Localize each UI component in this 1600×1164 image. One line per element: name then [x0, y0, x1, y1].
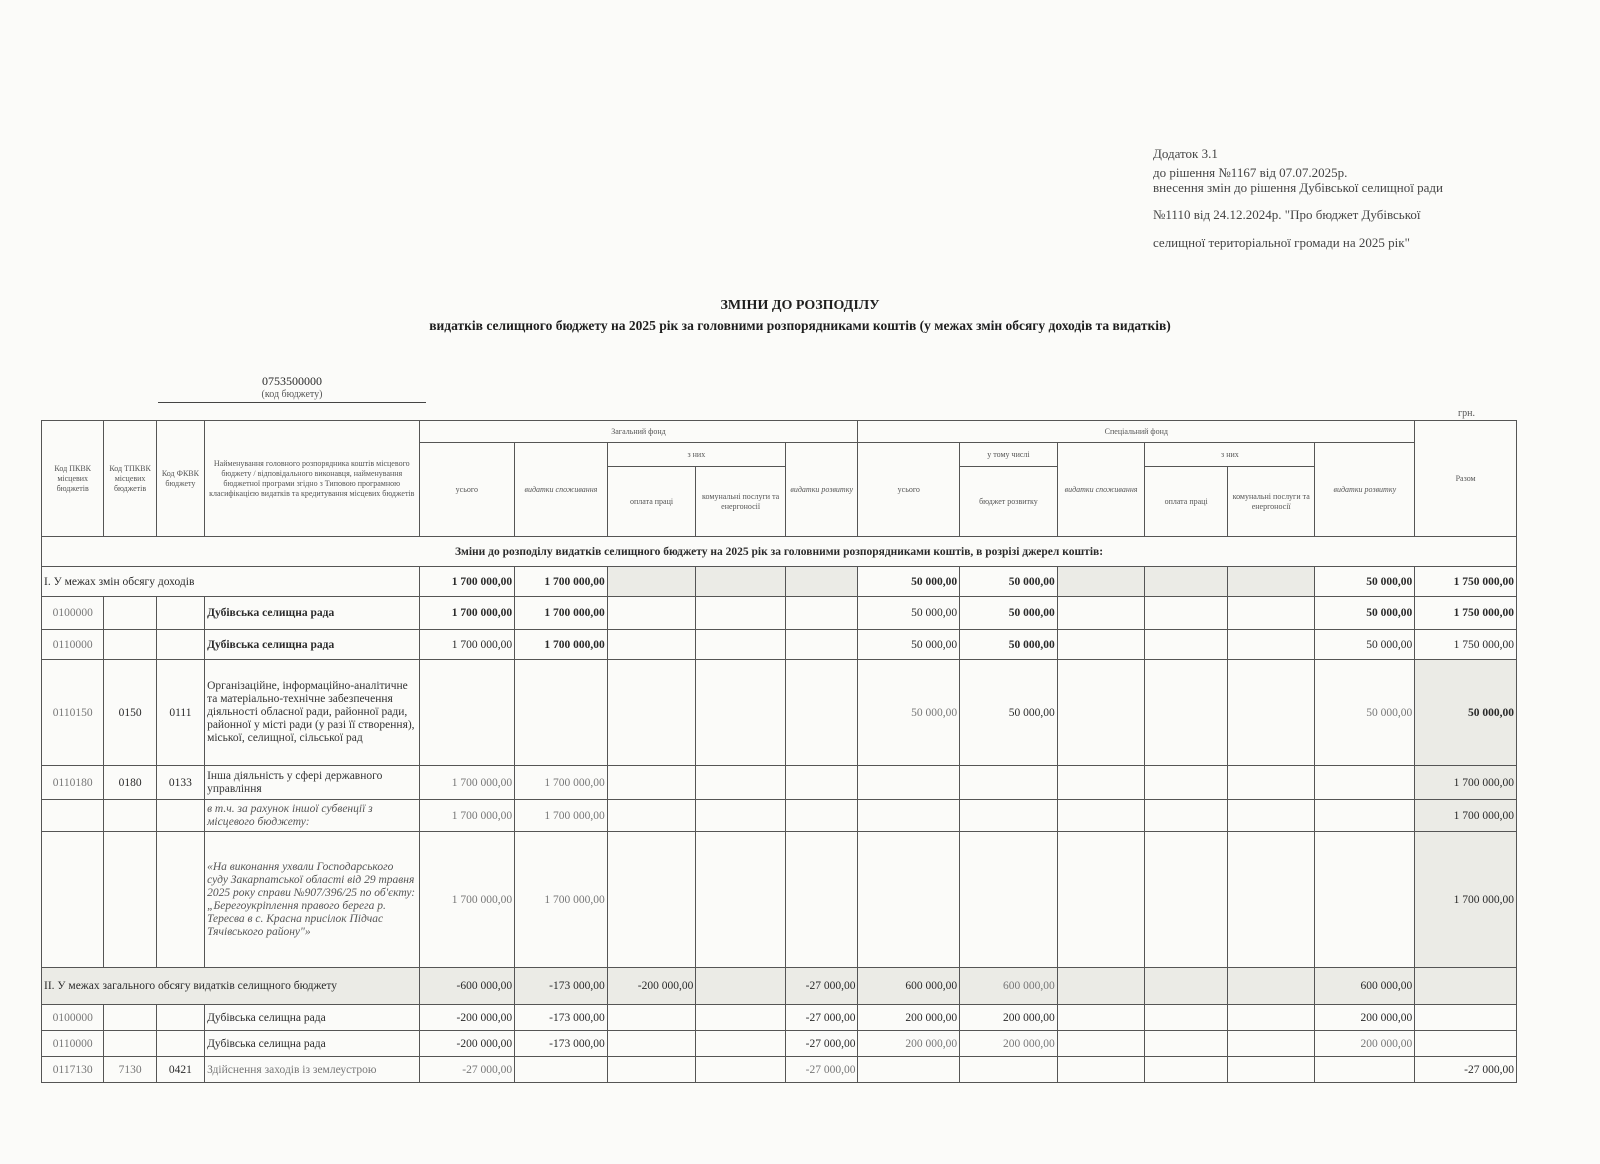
cell-gf-consumption: -173 000,00 — [515, 1031, 608, 1057]
cell-empty — [696, 800, 786, 832]
cell-empty — [785, 832, 858, 968]
cell-gf-consumption: 1 700 000,00 — [515, 567, 608, 597]
cell-empty — [156, 1031, 204, 1057]
cell-empty — [696, 567, 786, 597]
cell-gf-consumption: 1 700 000,00 — [515, 597, 608, 630]
cell-sf-dev-budget: 200 000,00 — [960, 1005, 1058, 1031]
header-name: Найменування головного розпорядника коштів місцевого бюджету / відповідального виконавця, найменування бюджетної програми згідно з Типовою програмною класифікацією видатків та кредитування місцевих бюджетів — [205, 421, 419, 537]
cell-tpkvk: 7130 — [104, 1057, 156, 1083]
table-row — [42, 660, 1517, 766]
table-row — [42, 1005, 1517, 1031]
budget-table — [41, 420, 1517, 1083]
cell-empty — [1145, 968, 1228, 1005]
table-row — [42, 567, 1517, 597]
cell-sf-total: 50 000,00 — [858, 567, 960, 597]
cell-empty — [607, 800, 696, 832]
cell-gf-total: -27 000,00 — [419, 1057, 515, 1083]
cell-empty — [1057, 630, 1145, 660]
cell-fkvk: 0421 — [156, 1057, 204, 1083]
cell-empty — [696, 968, 786, 1005]
budget-code-underline — [158, 402, 426, 403]
annex-line-5: селищної територіальної громади на 2025 рік" — [1153, 235, 1410, 250]
cell-empty — [1145, 1057, 1228, 1083]
cell-empty — [1315, 1057, 1415, 1083]
cell-empty — [960, 766, 1058, 800]
cell-fkvk: 0111 — [156, 660, 204, 766]
cell-empty — [1227, 1031, 1315, 1057]
header-sf-including: у тому числі — [960, 443, 1058, 467]
cell-sf-dev-budget: 50 000,00 — [960, 630, 1058, 660]
cell-empty — [104, 1005, 156, 1031]
cell-sf-dev-budget: 600 000,00 — [960, 968, 1058, 1005]
header-pkvk: Код ПКВК місцевих бюджетів — [42, 421, 104, 537]
cell-sf-development: 50 000,00 — [1315, 630, 1415, 660]
header-general-fund: Загальний фонд — [419, 421, 858, 443]
cell-gf-consumption: 1 700 000,00 — [515, 832, 608, 968]
cell-empty — [1227, 1005, 1315, 1031]
cell-sf-dev-budget: 200 000,00 — [960, 1031, 1058, 1057]
cell-sf-total: 50 000,00 — [858, 597, 960, 630]
cell-gf-consumption: -173 000,00 — [515, 968, 608, 1005]
cell-empty — [785, 630, 858, 660]
cell-empty — [607, 597, 696, 630]
cell-tpkvk: 0150 — [104, 660, 156, 766]
cell-gf-salary: -200 000,00 — [607, 968, 696, 1005]
cell-tpkvk: 0180 — [104, 766, 156, 800]
cell-empty — [1145, 1005, 1228, 1031]
cell-empty — [104, 1031, 156, 1057]
cell-empty — [1315, 800, 1415, 832]
cell-empty — [1315, 832, 1415, 968]
cell-empty — [1145, 800, 1228, 832]
table-row — [42, 800, 1517, 832]
cell-empty — [1145, 766, 1228, 800]
header-sf-development: видатки розвитку — [1315, 443, 1415, 537]
header-sf-total: усього — [858, 443, 960, 537]
cell-empty — [419, 660, 515, 766]
cell-empty — [1145, 1031, 1228, 1057]
cell-name: Здійснення заходів із землеустрою — [205, 1057, 419, 1083]
section-2-label: ІІ. У межах загального обсягу видатків селищного бюджету — [42, 968, 420, 1005]
cell-pkvk: 0110000 — [42, 1031, 104, 1057]
cell-gf-development: -27 000,00 — [785, 1031, 858, 1057]
cell-gf-total: 1 700 000,00 — [419, 800, 515, 832]
document-subtitle: видатків селищного бюджету на 2025 рік за головними розпорядниками коштів (у межах змін обсягу доходів та видатків) — [429, 318, 1171, 333]
cell-empty — [696, 630, 786, 660]
cell-pkvk: 0110150 — [42, 660, 104, 766]
table-row — [42, 766, 1517, 800]
cell-sf-dev-budget: 50 000,00 — [960, 660, 1058, 766]
cell-empty — [1145, 832, 1228, 968]
cell-empty — [1227, 832, 1315, 968]
cell-empty — [1057, 1057, 1145, 1083]
cell-empty — [960, 800, 1058, 832]
cell-empty — [1315, 766, 1415, 800]
cell-empty — [1227, 630, 1315, 660]
cell-empty — [607, 660, 696, 766]
budget-code-block — [158, 374, 426, 403]
cell-empty — [156, 800, 204, 832]
cell-empty — [607, 630, 696, 660]
cell-sum: 1 700 000,00 — [1415, 766, 1517, 800]
cell-sum: 1 700 000,00 — [1415, 800, 1517, 832]
cell-empty — [1057, 567, 1145, 597]
annex-line-1: Додаток 3.1 — [1153, 146, 1218, 161]
cell-empty — [785, 800, 858, 832]
cell-sf-dev-budget: 50 000,00 — [960, 597, 1058, 630]
header-gf-utilities: комунальні послуги та енергоносії — [696, 467, 786, 537]
cell-gf-total: 1 700 000,00 — [419, 567, 515, 597]
cell-empty — [607, 1057, 696, 1083]
header-tpkvk: Код ТПКВК місцевих бюджетів — [104, 421, 156, 537]
header-fkvk: Код ФКВК бюджету — [156, 421, 204, 537]
cell-sf-development: 50 000,00 — [1315, 660, 1415, 766]
cell-empty — [1145, 567, 1228, 597]
cell-empty — [1145, 630, 1228, 660]
cell-empty — [1057, 800, 1145, 832]
cell-empty — [1057, 1005, 1145, 1031]
cell-sum: 50 000,00 — [1415, 660, 1517, 766]
cell-empty — [1227, 567, 1315, 597]
cell-name: Організаційне, інформаційно-аналітичне та матеріально-технічне забезпечення діяльності обласної ради, районної ради, районної у місті ради (у разі її створення), міської, селищної, сільської рад — [205, 660, 419, 766]
cell-empty — [858, 832, 960, 968]
cell-sum: -27 000,00 — [1415, 1057, 1517, 1083]
cell-sf-total: 50 000,00 — [858, 630, 960, 660]
cell-sf-total: 600 000,00 — [858, 968, 960, 1005]
cell-empty — [960, 832, 1058, 968]
cell-gf-total: -600 000,00 — [419, 968, 515, 1005]
cell-name: Інша діяльність у сфері державного управління — [205, 766, 419, 800]
cell-gf-total: 1 700 000,00 — [419, 597, 515, 630]
header-gf-total: усього — [419, 443, 515, 537]
cell-pkvk: 0110180 — [42, 766, 104, 800]
cell-empty — [696, 766, 786, 800]
header-special-fund: Спеціальний фонд — [858, 421, 1415, 443]
cell-pkvk: 0117130 — [42, 1057, 104, 1083]
cell-empty — [1057, 832, 1145, 968]
header-sf-utilities: комунальні послуги та енергоносії — [1227, 467, 1315, 537]
header-gf-of-them: з них — [607, 443, 785, 467]
cell-empty — [42, 800, 104, 832]
cell-gf-consumption: 1 700 000,00 — [515, 800, 608, 832]
cell-empty — [1057, 968, 1145, 1005]
cell-empty — [515, 1057, 608, 1083]
cell-name: в т.ч. за рахунок іншої субвенції з місцевого бюджету: — [205, 800, 419, 832]
cell-gf-total: 1 700 000,00 — [419, 832, 515, 968]
cell-name: Дубівська селищна рада — [205, 630, 419, 660]
cell-empty — [607, 766, 696, 800]
annex-block — [1153, 146, 1443, 250]
cell-empty — [515, 660, 608, 766]
cell-gf-consumption: 1 700 000,00 — [515, 630, 608, 660]
cell-gf-consumption: -173 000,00 — [515, 1005, 608, 1031]
cell-empty — [858, 800, 960, 832]
table-row — [42, 968, 1517, 1005]
cell-empty — [785, 766, 858, 800]
annex-line-3: внесення змін до рішення Дубівської селищної ради — [1153, 180, 1443, 195]
cell-empty — [1415, 968, 1517, 1005]
cell-fkvk: 0133 — [156, 766, 204, 800]
cell-gf-total: 1 700 000,00 — [419, 630, 515, 660]
cell-gf-total: -200 000,00 — [419, 1005, 515, 1031]
annex-line-4: №1110 від 24.12.2024р. "Про бюджет Дубівської — [1153, 207, 1421, 222]
cell-empty — [156, 630, 204, 660]
cell-empty — [104, 597, 156, 630]
cell-gf-consumption: 1 700 000,00 — [515, 766, 608, 800]
cell-pkvk: 0100000 — [42, 1005, 104, 1031]
cell-name: Дубівська селищна рада — [205, 1031, 419, 1057]
cell-empty — [696, 1057, 786, 1083]
cell-empty — [42, 832, 104, 968]
section-caption-row — [42, 537, 1517, 567]
cell-sf-dev-budget: 50 000,00 — [960, 567, 1058, 597]
cell-empty — [104, 832, 156, 968]
table-row — [42, 1057, 1517, 1083]
header-sum: Разом — [1415, 421, 1517, 537]
annex-line-2: до рішення №1167 від 07.07.2025р. — [1153, 165, 1348, 180]
header-sf-salary: оплата праці — [1145, 467, 1228, 537]
table-row — [42, 630, 1517, 660]
cell-name: Дубівська селищна рада — [205, 597, 419, 630]
header-gf-development: видатки розвитку — [785, 443, 858, 537]
section-1-label: І. У межах змін обсягу доходів — [42, 567, 420, 597]
budget-code-caption: (код бюджету) — [261, 389, 323, 400]
cell-empty — [1057, 597, 1145, 630]
cell-empty — [785, 567, 858, 597]
cell-empty — [696, 660, 786, 766]
cell-empty — [1227, 968, 1315, 1005]
cell-gf-total: 1 700 000,00 — [419, 766, 515, 800]
cell-empty — [785, 597, 858, 630]
budget-code: 0753500000 — [262, 374, 322, 388]
cell-empty — [696, 597, 786, 630]
cell-empty — [156, 597, 204, 630]
cell-sf-development: 50 000,00 — [1315, 567, 1415, 597]
cell-empty — [858, 766, 960, 800]
cell-empty — [1227, 597, 1315, 630]
cell-empty — [960, 1057, 1058, 1083]
header-sf-of-them: з них — [1145, 443, 1315, 467]
cell-empty — [607, 1005, 696, 1031]
cell-empty — [607, 832, 696, 968]
header-row-1 — [42, 421, 1517, 443]
cell-empty — [1145, 660, 1228, 766]
cell-sum: 1 750 000,00 — [1415, 597, 1517, 630]
cell-name: Дубівська селищна рада — [205, 1005, 419, 1031]
cell-empty — [858, 1057, 960, 1083]
cell-sf-development: 200 000,00 — [1315, 1031, 1415, 1057]
cell-sf-total: 200 000,00 — [858, 1005, 960, 1031]
cell-sum: 1 750 000,00 — [1415, 567, 1517, 597]
header-gf-salary: оплата праці — [607, 467, 696, 537]
cell-empty — [696, 1031, 786, 1057]
cell-sum: 1 700 000,00 — [1415, 832, 1517, 968]
cell-empty — [607, 1031, 696, 1057]
table-row — [42, 597, 1517, 630]
cell-empty — [104, 800, 156, 832]
cell-empty — [104, 630, 156, 660]
cell-empty — [607, 567, 696, 597]
currency-unit: грн. — [1458, 408, 1475, 419]
cell-empty — [1057, 766, 1145, 800]
cell-empty — [1227, 1057, 1315, 1083]
cell-empty — [1415, 1005, 1517, 1031]
cell-gf-development: -27 000,00 — [785, 1057, 858, 1083]
cell-sf-development: 50 000,00 — [1315, 597, 1415, 630]
table-row — [42, 832, 1517, 968]
cell-empty — [156, 1005, 204, 1031]
cell-empty — [1145, 597, 1228, 630]
cell-sf-total: 50 000,00 — [858, 660, 960, 766]
cell-empty — [785, 660, 858, 766]
cell-pkvk: 0110000 — [42, 630, 104, 660]
header-sf-dev-budget: бюджет розвитку — [960, 467, 1058, 537]
header-sf-consumption: видатки споживання — [1057, 443, 1145, 537]
header-gf-consumption: видатки споживання — [515, 443, 608, 537]
cell-gf-development: -27 000,00 — [785, 968, 858, 1005]
cell-empty — [696, 832, 786, 968]
section-caption: Зміни до розподілу видатків селищного бюджету на 2025 рік за головними розпорядниками коштів, в розрізі джерел коштів: — [42, 537, 1517, 567]
cell-pkvk: 0100000 — [42, 597, 104, 630]
document-title: ЗМІНИ ДО РОЗПОДІЛУ — [720, 298, 880, 313]
table-row — [42, 1031, 1517, 1057]
cell-empty — [156, 832, 204, 968]
cell-empty — [1057, 1031, 1145, 1057]
cell-gf-development: -27 000,00 — [785, 1005, 858, 1031]
cell-empty — [1227, 660, 1315, 766]
cell-sf-total: 200 000,00 — [858, 1031, 960, 1057]
cell-empty — [1057, 660, 1145, 766]
cell-gf-total: -200 000,00 — [419, 1031, 515, 1057]
cell-empty — [1227, 766, 1315, 800]
cell-sum: 1 750 000,00 — [1415, 630, 1517, 660]
cell-empty — [696, 1005, 786, 1031]
cell-sf-development: 600 000,00 — [1315, 968, 1415, 1005]
cell-empty — [1227, 800, 1315, 832]
cell-sf-development: 200 000,00 — [1315, 1005, 1415, 1031]
cell-name: «На виконання ухвали Господарського суду Закарпатської області від 29 травня 2025 року справи №907/396/25 по об'єкту: „Берегоукріплення правого берега р. Тересва в с. Красна присілок Підчас Тячівського району"» — [205, 832, 419, 968]
cell-empty — [1415, 1031, 1517, 1057]
